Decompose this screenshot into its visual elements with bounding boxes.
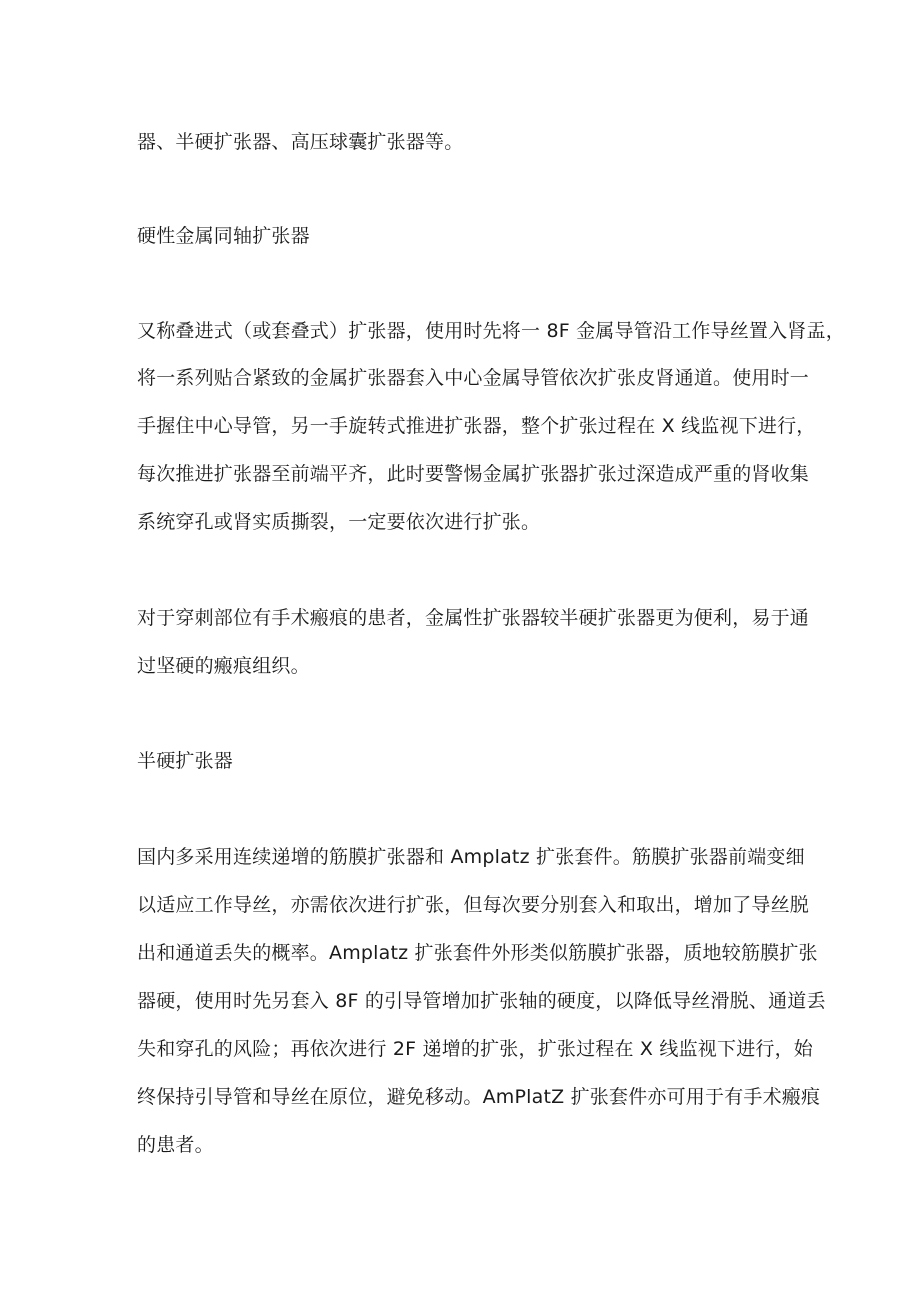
paragraph-3-line-2: 过坚硬的瘢痕组织。 <box>137 655 310 677</box>
paragraph-4-line-7: 的患者。 <box>137 1134 214 1156</box>
paragraph-4-line-1: 国内多采用连续递增的筋膜扩张器和 Amplatz 扩张套件。筋膜扩张器前端变细 <box>137 846 805 868</box>
paragraph-4-line-3: 出和通道丢失的概率。Amplatz 扩张套件外形类似筋膜扩张器，质地较筋膜扩张 <box>137 942 818 964</box>
section-heading-rigid-metal-dilator: 硬性金属同轴扩张器 <box>137 225 310 247</box>
paragraph-2-line-3: 手握住中心导管，另一手旋转式推进扩张器，整个扩张过程在 X 线监视下进行， <box>137 415 816 437</box>
paragraph-4-line-6: 终保持引导管和导丝在原位，避免移动。AmPlatZ 扩张套件亦可用于有手术瘢痕 <box>137 1086 821 1108</box>
paragraph-2-line-2: 将一系列贴合紧致的金属扩张器套入中心金属导管依次扩张皮肾通道。使用时一 <box>137 367 810 389</box>
paragraph-4-line-4: 器硬，使用时先另套入 8F 的引导管增加扩张轴的硬度，以降低导丝滑脱、通道丢 <box>137 990 826 1012</box>
paragraph-3-line-1: 对于穿刺部位有手术瘢痕的患者，金属性扩张器较半硬扩张器更为便利，易于通 <box>137 607 810 629</box>
section-heading-semi-rigid-dilator: 半硬扩张器 <box>137 750 234 772</box>
paragraph-2-line-4: 每次推进扩张器至前端平齐，此时要警惕金属扩张器扩张过深造成严重的肾收集 <box>137 463 810 485</box>
paragraph-4-line-5: 失和穿孔的风险；再依次进行 2F 递增的扩张，扩张过程在 X 线监视下进行，始 <box>137 1038 813 1060</box>
paragraph-2-line-1: 又称叠进式（或套叠式）扩张器，使用时先将一 8F 金属导管沿工作导丝置入肾盂， <box>137 320 845 342</box>
paragraph-1-line-1: 器、半硬扩张器、高压球囊扩张器等。 <box>137 131 464 153</box>
paragraph-2-line-5: 系统穿孔或肾实质撕裂，一定要依次进行扩张。 <box>137 511 541 533</box>
paragraph-4-line-2: 以适应工作导丝，亦需依次进行扩张，但每次要分别套入和取出，增加了导丝脱 <box>137 894 810 916</box>
